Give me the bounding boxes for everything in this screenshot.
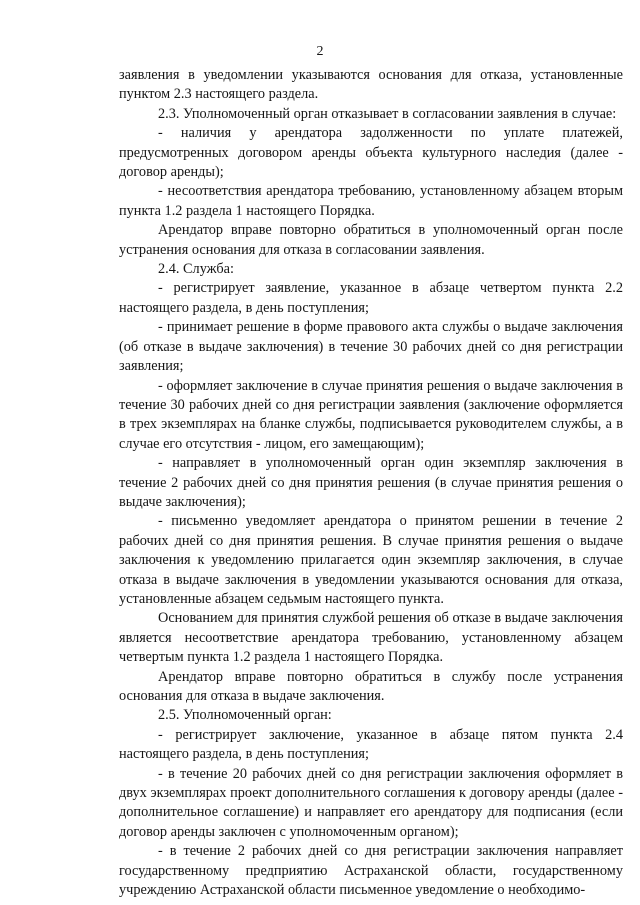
document-body [119, 66, 623, 900]
service-notifies-tenant: - письменно уведомляет арендатора о принятом решении в течение 2 рабочих дней со дня принятия решения. В случае принятия решения о выдаче заключения к уведомлению прилагается один экземпляр заключения, в случае отказа в выдаче заключения в уведомлении указываются основания для отказа, установленные абзацем седьмым настоящего пункта. [119, 513, 623, 607]
section-2-5-heading: 2.5. Уполномоченный орган: [158, 707, 332, 724]
reapply-service-note: Арендатор вправе повторно обратиться в службу после устранения основания для отказа в выдаче заключения. [119, 668, 623, 704]
paragraph-continuation: заявления в уведомлении указываются основания для отказа, установленные пунктом 2.3 настоящего раздела. [119, 67, 623, 103]
grounds-for-refusal: Основанием для принятия службой решения об отказе в выдаче заключения является несоответствие арендатора требованию, установленному абзацем четвертым пункта 1.2 раздела 1 настоящего Порядка. [119, 610, 623, 666]
reapply-note: Арендатор вправе повторно обратиться в уполномоченный орган после устранения основания для отказа в согласовании заявления. [119, 222, 623, 258]
refusal-reason-debt: - наличия у арендатора задолженности по уплате платежей, предусмотренных договором аренды объекта культурного наследия (далее - договор аренды); [119, 125, 623, 181]
service-registers-application: - регистрирует заявление, указанное в абзаце четвертом пункта 2.2 настоящего раздела, в день поступления; [119, 280, 623, 316]
service-sends-conclusion: - направляет в уполномоченный орган один экземпляр заключения в течение 2 рабочих дней со дня принятия решения (в случае принятия решения о выдаче заключения); [119, 455, 623, 510]
service-makes-decision: - принимает решение в форме правового акта службы о выдаче заключения (об отказе в выдаче заключения) в течение 30 рабочих дней со дня регистрации заявления; [119, 319, 623, 375]
refusal-reason-nonconformity: - несоответствия арендатора требованию, установленному абзацем вторым пункта 1.2 раздела 1 настоящего Порядка. [119, 183, 623, 219]
page-number: 2 [316, 44, 324, 59]
authority-sends-notice: - в течение 2 рабочих дней со дня регистрации заключения направляет государственному предприятию Астраханской области, государственному учреждению Астраханской области письменное уведомление о необходимо- [119, 843, 623, 899]
section-2-3-heading: 2.3. Уполномоченный орган отказывает в согласовании заявления в случае: [158, 105, 617, 122]
authority-prepares-agreement: - в течение 20 рабочих дней со дня регистрации заключения оформляет в двух экземплярах проект дополнительного соглашения к договору аренды (далее - дополнительное соглашение) и направляет его арендатору для подписания (если договор аренды заключен с уполномоченным органом); [119, 765, 623, 840]
section-2-4-heading: 2.4. Служба: [158, 261, 234, 278]
authority-registers-conclusion: - регистрирует заключение, указанное в абзаце пятом пункта 2.4 настоящего раздела, в день поступления; [119, 726, 623, 763]
service-prepares-conclusion: - оформляет заключение в случае принятия решения о выдаче заключения в течение 30 рабочих дней со дня регистрации заявления (заключение оформляется в трех экземплярах на бланке службы, подписывается руководителем службы, а в случае его отсутствия - лицом, его замещающим); [119, 377, 623, 452]
